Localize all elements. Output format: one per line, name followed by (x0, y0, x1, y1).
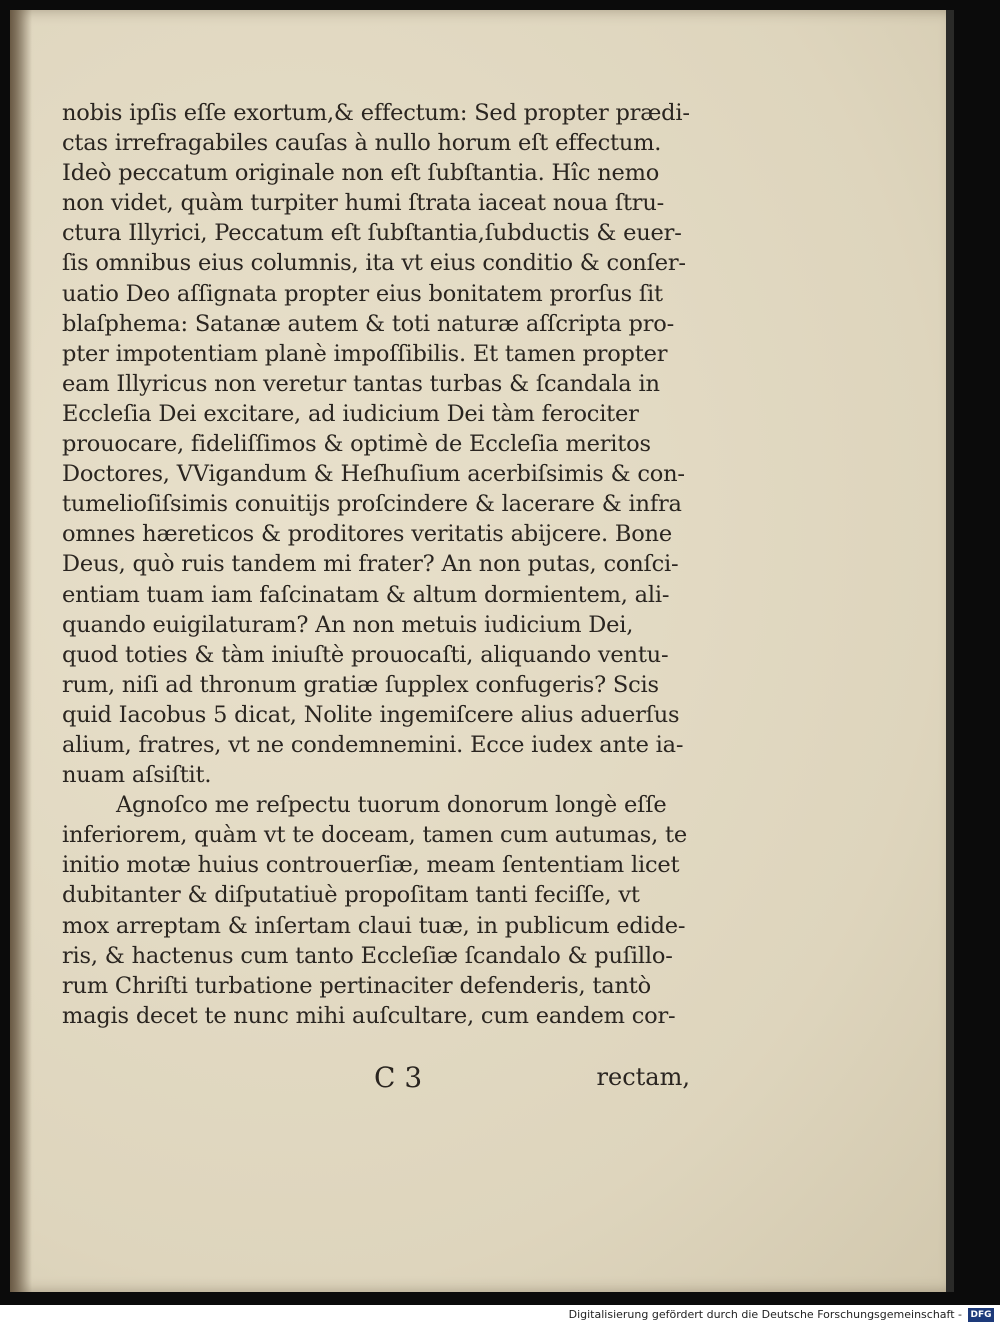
text-line: quando euigilaturam? An non metuis iudicium Dei, (62, 611, 634, 638)
text-line: magis decet te nunc mihi auſcultare, cum eandem cor- (62, 1002, 676, 1029)
catchword: rectam, (596, 1063, 690, 1091)
text-line: rum Chriſti turbatione pertinaciter defenderis, tantò (62, 972, 651, 999)
text-line: nobis ipſis eſſe exortum,& effectum: Sed propter prædi- (62, 100, 690, 126)
text-line: quid Iacobus 5 dicat, Nolite ingemiſcere alius aduerſus (62, 701, 680, 728)
text-line: quod toties & tàm iniuſtè prouocaſti, aliquando ventu- (62, 641, 669, 668)
digitization-footer (0, 1305, 1000, 1325)
text-line: ris, & hactenus cum tanto Eccleſiæ ſcandalo & puſillo- (62, 942, 673, 969)
text-line: blaſphema: Satanæ autem & toti naturæ aſſcripta pro- (62, 310, 675, 337)
text-line: ctas irrefragabiles cauſas à nullo horum eſt effectum. (62, 130, 662, 157)
page-footer-line (62, 1061, 702, 1093)
text-line: omnes hæreticos & proditores veritatis abijcere. Bone (62, 521, 672, 548)
paragraph-2-first-line: Agnoſco me reſpectu tuorum donorum longè eſſe (116, 792, 667, 819)
text-line: ctura Illyrici, Peccatum eſt ſubſtantia,ſubductis & euer- (62, 220, 682, 247)
text-line: Doctores, VVigandum & Heſhuſium acerbiſsimis & con- (62, 461, 685, 488)
text-line: pter impotentiam planè impoſſibilis. Et tamen propter (62, 340, 668, 367)
dfg-logo-icon: DFG (968, 1308, 994, 1322)
text-line: Deus, quò ruis tandem mi frater? An non putas, conſci- (62, 551, 679, 578)
text-line: ſis omnibus eius columnis, ita vt eius conditio & conſer- (62, 250, 686, 277)
text-line: nuam aſsiſtit. (62, 762, 212, 789)
text-line: inferiorem, quàm vt te doceam, tamen cum autumas, te (62, 822, 687, 849)
text-line: alium, fratres, vt ne condemnemini. Ecce iudex ante ia- (62, 731, 684, 758)
text-line: dubitanter & diſputatiuè propoſitam tanti feciſſe, vt (62, 882, 640, 909)
text-line: entiam tuam iam faſcinatam & altum dormientem, ali- (62, 581, 670, 608)
signature-mark: C 3 (374, 1061, 423, 1094)
funding-credit: Digitalisierung gefördert durch die Deutsche Forschungsgemeinschaft - (568, 1308, 962, 1321)
text-line: tumelioſiſsimis conuitijs proſcindere & lacerare & infra (62, 491, 682, 518)
body-text (62, 98, 712, 1031)
text-line: eam Illyricus non veretur tantas turbas & ſcandala in (62, 370, 660, 397)
text-line: uatio Deo aſſignata propter eius bonitatem prorſus ſit (62, 280, 663, 307)
text-line: mox arreptam & inſertam claui tuæ, in publicum edide- (62, 912, 686, 939)
text-line: Eccleſia Dei excitare, ad iudicium Dei tàm ferociter (62, 400, 639, 427)
text-line: non videt, quàm turpiter humi ſtrata iaceat noua ſtru- (62, 190, 665, 217)
page-gutter (10, 10, 32, 1292)
text-line: initio motæ huius controuerſiæ, meam ſententiam licet (62, 852, 680, 879)
text-line: prouocare, fideliſſimos & optimè de Eccleſia meritos (62, 431, 651, 458)
page-edge (946, 10, 954, 1292)
text-line: rum, niſi ad thronum gratiæ ſupplex confugeris? Scis (62, 671, 659, 698)
text-line: Ideò peccatum originale non eſt ſubſtantia. Hîc nemo (62, 160, 660, 187)
